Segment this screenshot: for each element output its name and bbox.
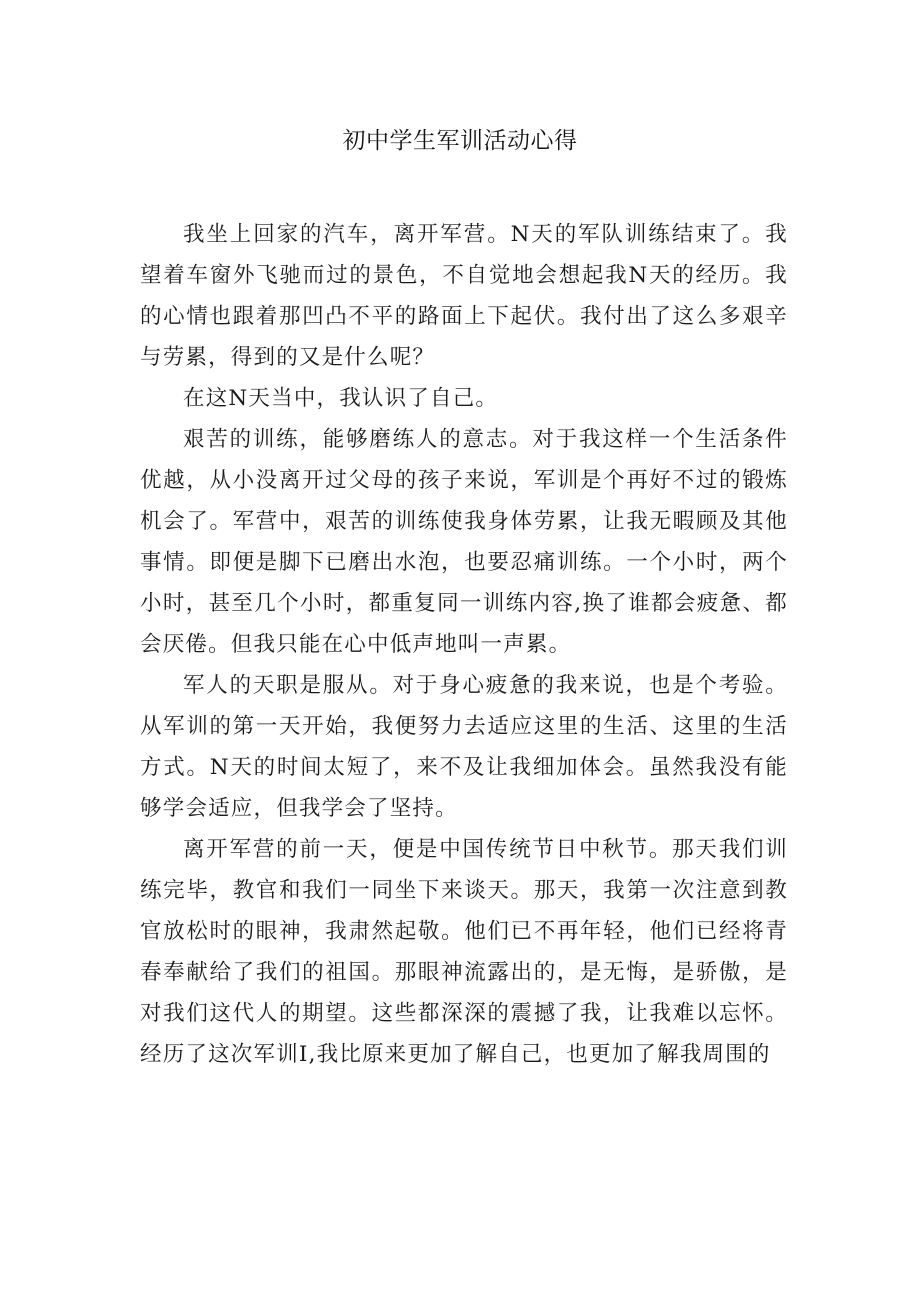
paragraph-5: 离开军营的前一天，便是中国传统节日中秋节。那天我们训练完毕，教官和我们一同坐下来谈天。那天，我第一次注意到教官放松时的眼神，我肃然起敬。他们已不再年轻，他们已经将青春奉献给了我们的祖国。那眼神流露出的，是无悔，是骄傲，是对我们这代人的期望。这些都深深的震撼了我，让我难以忘怀。经历了这次军训I,我比原来更加了解自己，也更加了解我周围的 — [140, 837, 788, 1067]
paragraph-4: 军人的天职是服从。对于身心疲惫的我来说，也是个考验。从军训的第一天开始，我便努力去适应这里的生活、这里的生活方式。N天的时间太短了，来不及让我细加体会。虽然我没有能够学会适应，但我学会了坚持。 — [140, 673, 788, 821]
document-title: 初中学生军训活动心得 — [342, 128, 578, 154]
paragraph-2: 在这N天当中，我认识了自己。 — [183, 386, 499, 411]
paragraph-1: 我坐上回家的汽车，离开军营。N天的军队训练结束了。我望着车窗外飞驰而过的景色，不自觉地会想起我N天的经历。我的心情也跟着那凹凸不平的路面上下起伏。我付出了这么多艰辛与劳累，得到的又是什么呢？ — [140, 222, 788, 370]
paragraph-3: 艰苦的训练，能够磨练人的意志。对于我这样一个生活条件优越，从小没离开过父母的孩子来说，军训是个再好不过的锻炼机会了。军营中，艰苦的训练使我身体劳累，让我无暇顾及其他事情。即便是脚下已磨出水泡，也要忍痛训练。一个小时，两个小时，甚至几个小时，都重复同一训练内容,换了谁都会疲惫、都会厌倦。但我只能在心中低声地叫一声累。 — [140, 427, 788, 657]
document-body — [140, 214, 788, 1075]
